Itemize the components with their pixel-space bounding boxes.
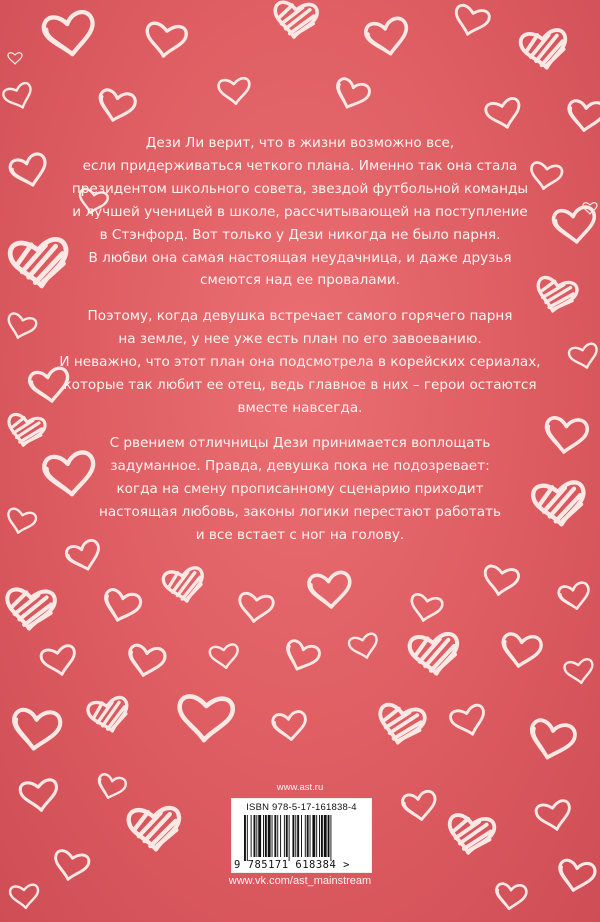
heart-outline-icon — [500, 633, 542, 669]
heart-striped-icon — [409, 633, 460, 676]
heart-striped-icon — [520, 29, 569, 71]
heart-outline-icon — [218, 78, 251, 106]
heart-outline-icon — [42, 10, 97, 58]
description-line: задуманное. Правда, девушка пока не подозревает: — [110, 457, 490, 474]
heart-outline-icon — [535, 800, 573, 833]
heart-striped-icon — [376, 703, 426, 746]
heart-striped-icon — [446, 814, 495, 856]
vk-community-url[interactable]: www.vk.com/ast_mainstream — [228, 875, 372, 887]
heart-outline-icon — [564, 658, 595, 685]
description-line: если придерживаться четкого плана. Именно так она стала — [82, 157, 518, 174]
heart-solid-icon — [8, 53, 22, 64]
description-line: в Стэнфорд. Вот только у Дези никогда не было парня. — [99, 226, 501, 243]
description-paragraph-3 — [0, 432, 600, 547]
heart-outline-icon — [527, 718, 577, 762]
heart-striped-icon — [273, 2, 318, 39]
publisher-site-url[interactable]: www.ast.ru — [276, 782, 324, 793]
heart-outline-icon — [408, 593, 443, 624]
barcode-digits: 9 785171 618384 > — [234, 859, 350, 871]
heart-outline-icon — [101, 588, 142, 625]
description-line: вместе навсегда. — [237, 399, 363, 416]
heart-outline-icon — [485, 97, 524, 131]
heart-outline-icon — [495, 883, 527, 910]
description-line: Поэтому, когда девушка встречает самого горячего парня — [87, 308, 513, 324]
heart-outline-icon — [348, 633, 381, 662]
heart-outline-icon — [557, 581, 591, 611]
heart-outline-icon — [19, 779, 59, 813]
description-paragraph-1 — [0, 132, 600, 292]
heart-striped-icon — [87, 696, 132, 735]
description-line: настоящая любовь, законы логики перестают работать — [98, 503, 502, 520]
description-paragraph-2 — [0, 305, 600, 420]
heart-outline-icon — [177, 696, 233, 742]
description-line: С рвением отличницы Дези принимается воплощать — [109, 435, 491, 451]
heart-outline-icon — [209, 644, 240, 670]
description-line: когда на смену прописанному сценарию приходит — [116, 480, 484, 497]
heart-outline-icon — [95, 773, 127, 801]
heart-outline-icon — [308, 572, 352, 609]
heart-outline-icon — [332, 77, 371, 113]
heart-outline-icon — [144, 22, 187, 59]
heart-outline-icon — [40, 645, 78, 678]
heart-outline-icon — [272, 711, 308, 742]
heart-outline-icon — [237, 593, 274, 624]
description-line: В любви она самая настоящая неудачница, и даже друзья — [88, 249, 512, 266]
description-line: И неважно, что этот план она подсмотрела в корейских сериалах, — [59, 353, 541, 370]
description-line: Дези Ли верит, что в жизни возможно все, — [145, 135, 455, 151]
isbn-label: ISBN 978-5-17-161838-4 — [246, 802, 357, 813]
heart-outline-icon — [482, 565, 520, 597]
heart-outline-icon — [567, 100, 600, 132]
heart-outline-icon — [451, 4, 490, 39]
heart-outline-icon — [556, 859, 596, 894]
heart-outline-icon — [2, 82, 36, 113]
description-line: и лучшей ученицей в школе, рассчитывающей на поступление — [72, 203, 528, 220]
description-line: которые так любит ее отец, ведь главное в них – герои остаются — [63, 376, 537, 393]
description-line: и все встает с ног на голову. — [195, 526, 405, 543]
heart-outline-icon — [449, 704, 489, 739]
description-line: президентом школьного совета, звездой футбольной команды — [71, 180, 529, 197]
heart-striped-icon — [162, 567, 206, 605]
heart-outline-icon — [10, 884, 40, 909]
description-line: смеются над ее провалами. — [199, 272, 401, 289]
description-line: на земле, у нее уже есть план по его завоеванию. — [118, 330, 482, 347]
heart-striped-icon — [5, 589, 55, 630]
heart-striped-icon — [128, 807, 181, 851]
heart-outline-icon — [401, 790, 438, 822]
heart-outline-icon — [126, 644, 166, 679]
heart-outline-icon — [52, 850, 90, 883]
heart-outline-icon — [364, 17, 411, 58]
isbn-barcode-box — [231, 798, 372, 873]
heart-outline-icon — [11, 709, 61, 751]
heart-outline-icon — [282, 639, 321, 675]
heart-outline-icon — [96, 88, 137, 124]
